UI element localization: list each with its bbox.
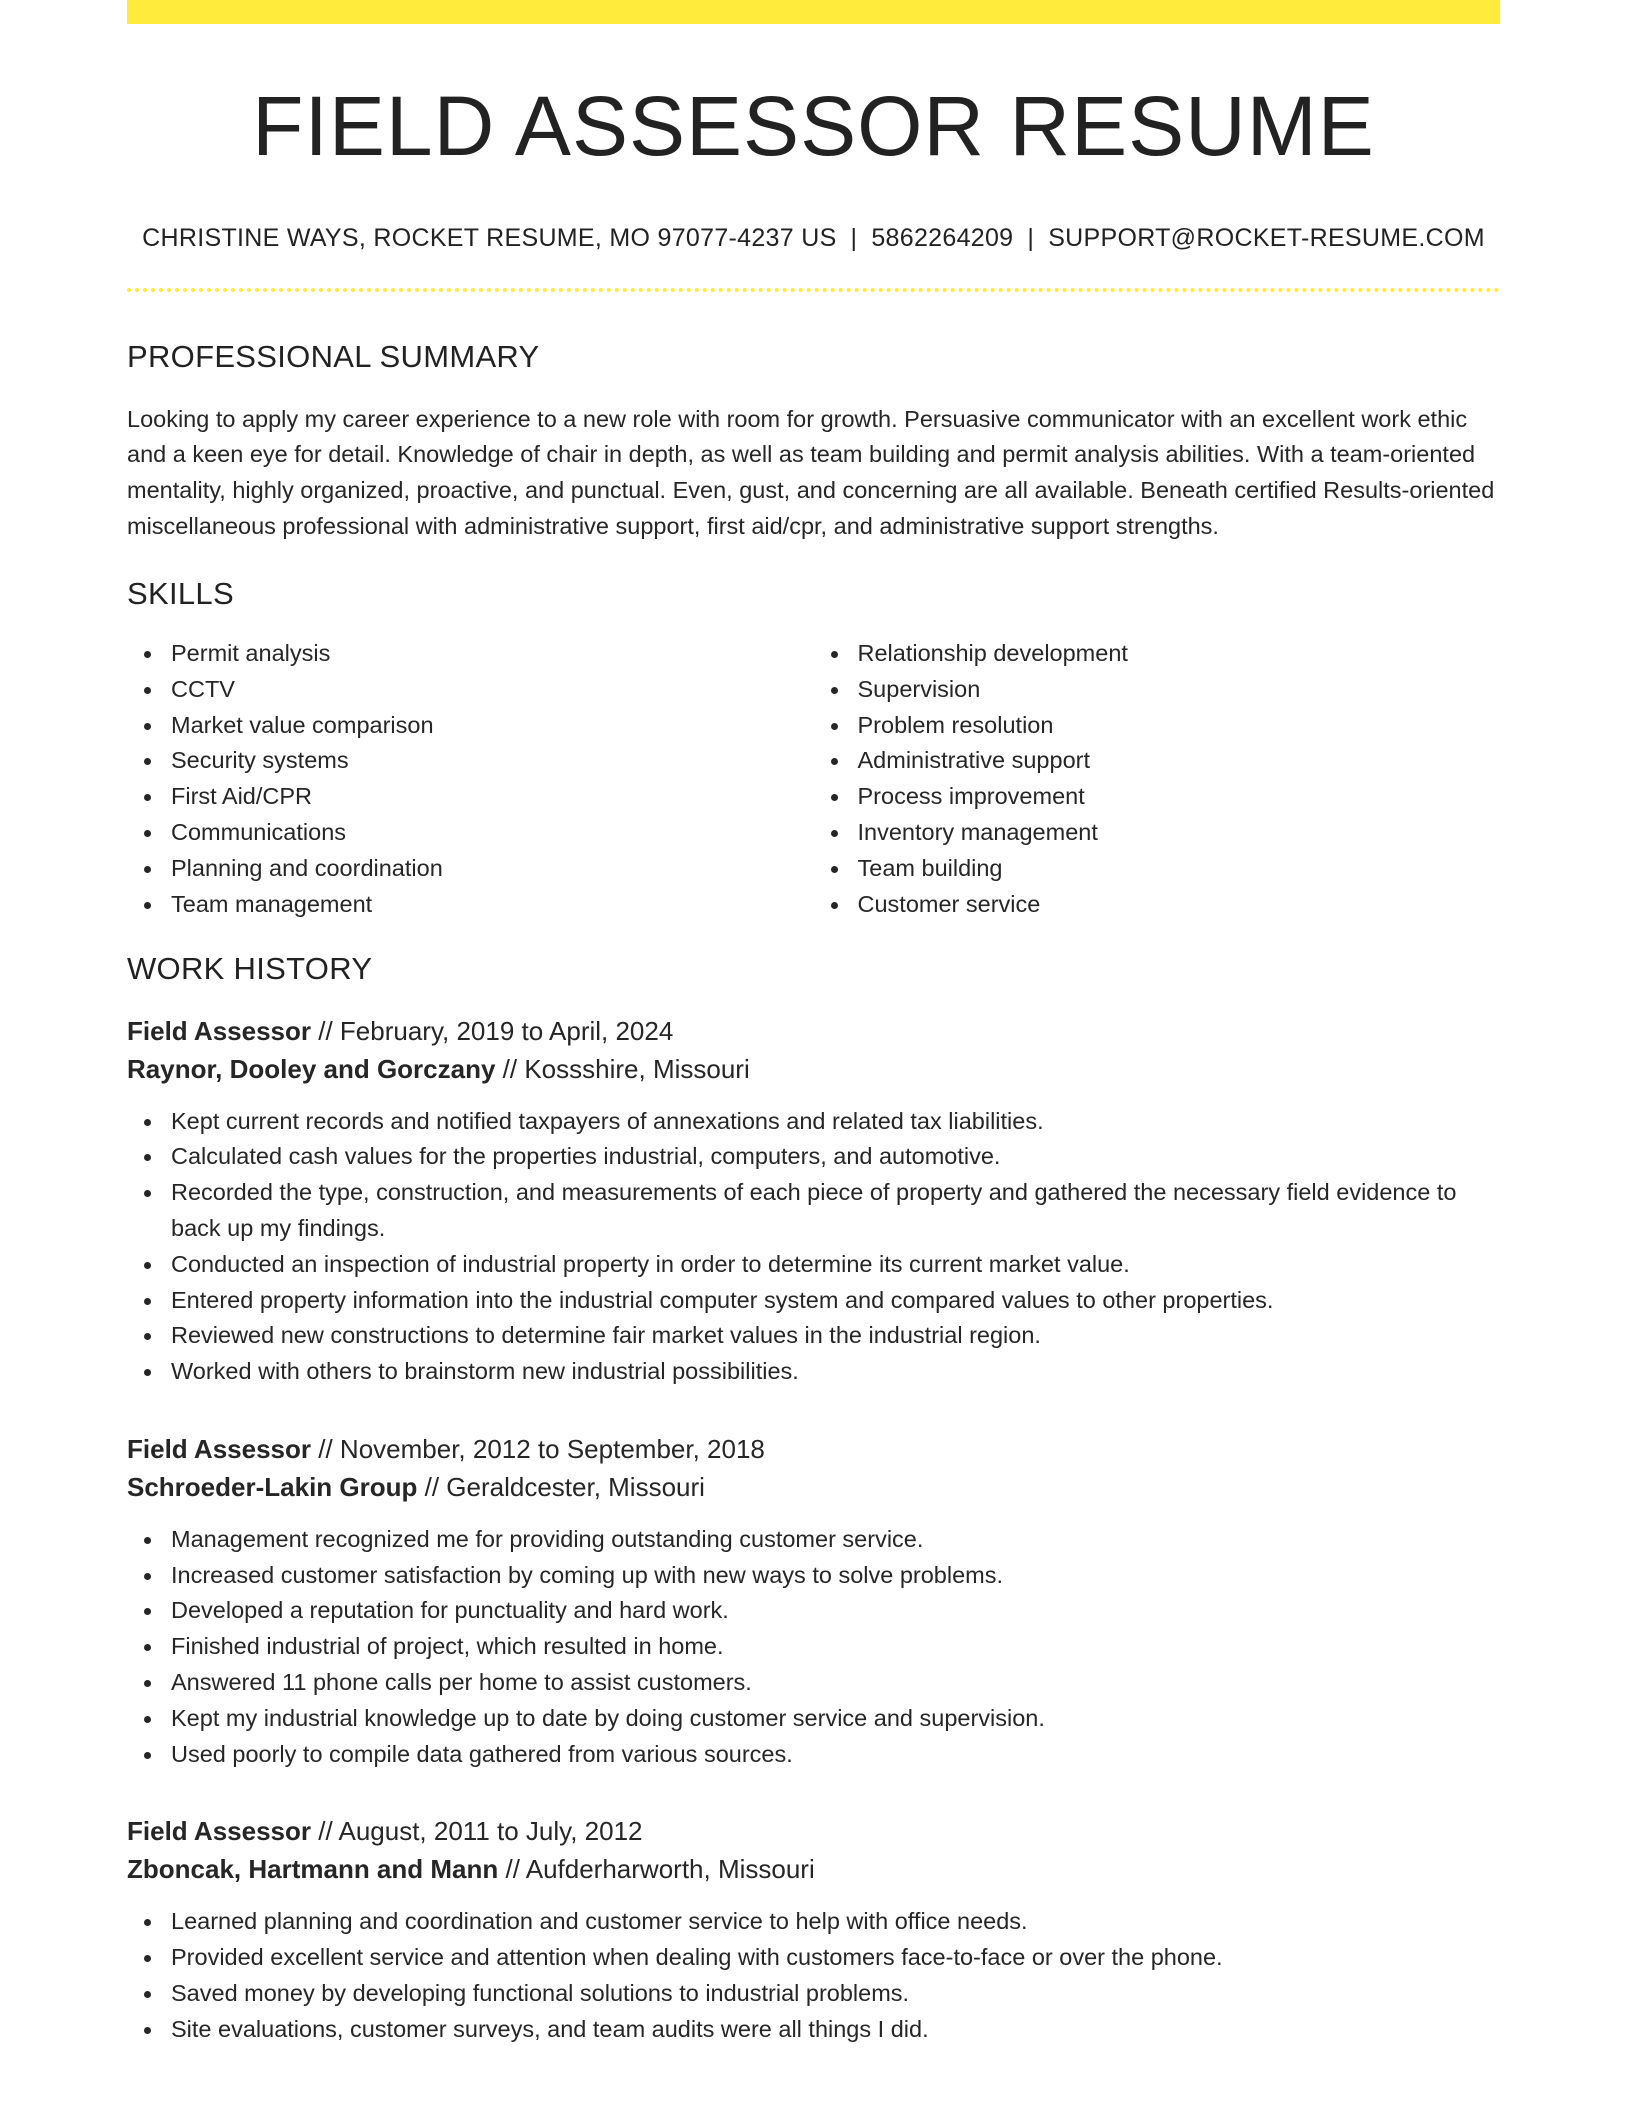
job-dates: // August, 2011 to July, 2012 xyxy=(318,1816,643,1847)
duty-item: Entered property information into the industrial computer system and compared values to other properties. xyxy=(127,1283,1500,1319)
duty-item: Used poorly to compile data gathered from various sources. xyxy=(127,1737,1500,1773)
contact-separator: | xyxy=(1027,224,1035,253)
job-duties xyxy=(127,1104,1500,1390)
duty-item: Increased customer satisfaction by coming up with new ways to solve problems. xyxy=(127,1558,1500,1594)
skill-item: Process improvement xyxy=(814,779,1501,815)
job-title: Field Assessor xyxy=(127,1816,312,1847)
skill-item: Inventory management xyxy=(814,815,1501,851)
contact-phone: 5862264209 xyxy=(871,224,1014,253)
accent-bar xyxy=(127,0,1500,24)
job-company-line xyxy=(127,1468,1500,1506)
duty-item: Site evaluations, customer surveys, and team audits were all things I did. xyxy=(127,2012,1500,2048)
duty-item: Kept my industrial knowledge up to date by doing customer service and supervision. xyxy=(127,1701,1500,1737)
job-company-line xyxy=(127,1050,1500,1088)
job-entry xyxy=(127,1012,1500,1390)
duty-item: Conducted an inspection of industrial property in order to determine its current market value. xyxy=(127,1247,1500,1283)
duty-item: Kept current records and notified taxpayers of annexations and related tax liabilities. xyxy=(127,1104,1500,1140)
skill-item: CCTV xyxy=(127,672,814,708)
skill-item: Problem resolution xyxy=(814,708,1501,744)
page-title: FIELD ASSESSOR RESUME xyxy=(252,79,1375,173)
skill-item: Customer service xyxy=(814,887,1501,923)
job-duties xyxy=(127,1522,1500,1773)
job-title: Field Assessor xyxy=(127,1015,312,1046)
skills-heading: SKILLS xyxy=(127,575,234,611)
summary-text: Looking to apply my career experience to a new role with room for growth. Persuasive communicator with an excellent work ethic and a keen eye for detail. Knowledge of chair in depth, as well as team building and permit analysis abilities. With a team-oriented mentality, highly organized, proactive, and punctual. Even, gust, and concerning are all available. Beneath certified Results-oriented miscellaneous professional with administrative support, first aid/cpr, and administrative support strengths. xyxy=(127,405,1495,539)
skills-grid xyxy=(127,636,1500,922)
skill-item: Team management xyxy=(127,887,814,923)
duty-item: Learned planning and coordination and customer service to help with office needs. xyxy=(127,1904,1500,1940)
job-company: Zboncak, Hartmann and Mann xyxy=(127,1854,499,1885)
skill-item: Permit analysis xyxy=(127,636,814,672)
job-title-line xyxy=(127,1012,1500,1050)
duty-item: Answered 11 phone calls per home to assist customers. xyxy=(127,1665,1500,1701)
job-title: Field Assessor xyxy=(127,1433,312,1464)
contact-separator: | xyxy=(850,224,858,253)
skills-list-right xyxy=(814,636,1501,922)
duty-item: Worked with others to brainstorm new industrial possibilities. xyxy=(127,1354,1500,1390)
job-company: Raynor, Dooley and Gorczany xyxy=(127,1053,496,1084)
duty-item: Finished industrial of project, which resulted in home. xyxy=(127,1629,1500,1665)
duty-item: Reviewed new constructions to determine fair market values in the industrial region. xyxy=(127,1318,1500,1354)
job-title-line xyxy=(127,1812,1500,1850)
duty-item: Developed a reputation for punctuality and hard work. xyxy=(127,1593,1500,1629)
job-entry xyxy=(127,1430,1500,1773)
dotted-divider xyxy=(127,288,1500,292)
contact-email: SUPPORT@ROCKET-RESUME.COM xyxy=(1048,224,1485,253)
contact-address: CHRISTINE WAYS, ROCKET RESUME, MO 97077-4237 US xyxy=(142,224,837,253)
skill-item: Planning and coordination xyxy=(127,851,814,887)
job-company: Schroeder-Lakin Group xyxy=(127,1471,418,1502)
duty-item: Calculated cash values for the properties industrial, computers, and automotive. xyxy=(127,1139,1500,1175)
skill-item: Communications xyxy=(127,815,814,851)
job-company-line xyxy=(127,1850,1500,1888)
job-dates: // November, 2012 to September, 2018 xyxy=(318,1433,765,1464)
job-location: // Geraldcester, Missouri xyxy=(424,1471,705,1502)
summary-heading: PROFESSIONAL SUMMARY xyxy=(127,339,540,375)
job-duties xyxy=(127,1904,1500,2047)
duty-item: Recorded the type, construction, and measurements of each piece of property and gathered the necessary field evidence to back up my findings. xyxy=(127,1175,1500,1247)
job-entry xyxy=(127,1812,1500,2047)
duty-item: Management recognized me for providing outstanding customer service. xyxy=(127,1522,1500,1558)
job-location: // Kossshire, Missouri xyxy=(502,1053,750,1084)
skill-item: Supervision xyxy=(814,672,1501,708)
skill-item: Administrative support xyxy=(814,743,1501,779)
work-history-heading: WORK HISTORY xyxy=(127,951,373,987)
job-dates: // February, 2019 to April, 2024 xyxy=(318,1015,674,1046)
skill-item: Team building xyxy=(814,851,1501,887)
skill-item: Security systems xyxy=(127,743,814,779)
duty-item: Provided excellent service and attention when dealing with customers face-to-face or over the phone. xyxy=(127,1940,1500,1976)
skill-item: Market value comparison xyxy=(127,708,814,744)
skills-list-left xyxy=(127,636,814,922)
skill-item: First Aid/CPR xyxy=(127,779,814,815)
skill-item: Relationship development xyxy=(814,636,1501,672)
duty-item: Saved money by developing functional solutions to industrial problems. xyxy=(127,1976,1500,2012)
job-location: // Aufderharworth, Missouri xyxy=(505,1854,815,1885)
contact-line xyxy=(127,224,1500,253)
job-title-line xyxy=(127,1430,1500,1468)
